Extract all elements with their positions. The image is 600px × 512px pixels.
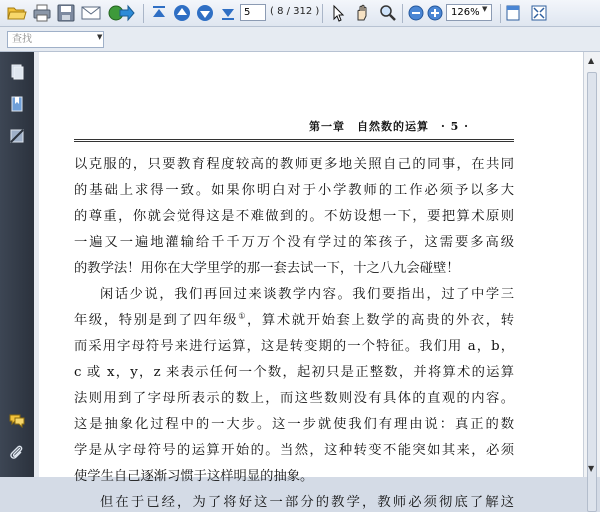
header-rule (74, 139, 514, 140)
pages-icon[interactable] (9, 64, 25, 80)
text-line: 的基础上求得一致。如果你明白对于小学教师的工作必须予以多大 (74, 183, 514, 198)
fit-page-icon[interactable] (505, 4, 521, 22)
page-shadow (34, 52, 39, 477)
find-input[interactable]: 查找 (7, 31, 104, 48)
zoom-tool-icon[interactable] (378, 4, 398, 22)
footnote-marker[interactable]: ① (238, 311, 247, 321)
text-line: 的尊重，你就会觉得这是不难做到的。不妨设想一下，要把算术原则 (74, 209, 514, 224)
first-page-icon[interactable] (150, 4, 168, 22)
text-line: c 或 x，y，z 来表示任何一个数，起初只是正整数，并将算术的运算 (74, 365, 514, 380)
comments-icon[interactable] (9, 412, 25, 428)
select-cursor-icon[interactable] (329, 4, 347, 22)
scroll-down-icon[interactable]: ▼ (588, 464, 595, 473)
text-line: 使学生自己逐渐习惯于这样明显的抽象。 (74, 469, 314, 484)
text-segment: ，算术就开始套上数学的高贵的外衣，转 (247, 313, 515, 328)
bookmarks-icon[interactable] (9, 96, 25, 112)
text-line (74, 309, 514, 328)
text-line: 的教学法！用你在大学里学的那一套去试一下，十之八九会碰壁！ (74, 261, 460, 276)
text-line: 这是抽象化过程中的一大步。这一步就使我们有理由说：真正的数 (74, 417, 514, 432)
find-toolbar (0, 27, 600, 52)
scroll-up-icon[interactable]: ▲ (588, 56, 595, 65)
main-toolbar (0, 0, 600, 27)
zoom-out-icon[interactable] (408, 4, 424, 22)
page-count-label: ( 8 / 312 ) (270, 6, 320, 17)
header-rule (74, 141, 514, 142)
last-page-icon[interactable] (219, 4, 237, 22)
print-icon[interactable] (32, 4, 52, 22)
toolbar-separator (143, 4, 144, 23)
chevron-down-icon[interactable]: ▼ (482, 5, 488, 13)
attachments-icon[interactable] (9, 444, 25, 460)
page-number-input[interactable]: 5 (240, 4, 266, 21)
open-icon[interactable] (6, 4, 28, 22)
navigation-sidebar (0, 52, 34, 477)
text-line-partial: 但在于已经，为了将好这一部分的教学，教师必须彻底了解这 (100, 495, 514, 510)
text-line: 闲话少说，我们再回过来谈教学内容。我们要指出，过了中学三 (100, 287, 514, 302)
save-icon[interactable] (56, 4, 76, 22)
email-icon[interactable] (80, 4, 102, 22)
toolbar-separator (322, 4, 323, 23)
web-icon[interactable] (106, 4, 136, 22)
next-page-icon[interactable] (196, 4, 214, 22)
text-line: 法则用到了字母所表示的数上，而这些数则没有具体的直观的内容。 (74, 391, 514, 406)
text-segment: 年级，特别是到了四年级 (74, 313, 239, 328)
chevron-down-icon[interactable]: ▼ (97, 33, 103, 41)
zoom-in-icon[interactable] (427, 4, 443, 22)
fullscreen-icon[interactable] (531, 4, 547, 22)
scroll-thumb[interactable] (587, 72, 597, 512)
text-line: 以克服的，只要教育程度较高的教师更多地关照自己的同事，在共同 (74, 157, 514, 172)
toolbar-separator (402, 4, 403, 23)
hand-tool-icon[interactable] (352, 4, 372, 22)
prev-page-icon[interactable] (173, 4, 191, 22)
text-line: 而采用字母符号来进行运算，这是转变期的一个特征。我们用 a，b， (74, 339, 514, 354)
vertical-scrollbar[interactable] (583, 52, 600, 477)
zoom-level-input[interactable]: 126% (446, 4, 492, 21)
signatures-icon[interactable] (9, 128, 25, 144)
text-line: 学是从字母符号的运算开始的。当然，这种转变不能突如其来，必须 (74, 443, 514, 458)
running-head: 第一章 自然数的运算 · 5 · (309, 120, 469, 133)
document-page (34, 52, 583, 510)
text-line: 一遍又一遍地灌输给千千万万个没有学过的笨孩子，这需要多高级 (74, 235, 514, 250)
toolbar-separator (500, 4, 501, 23)
